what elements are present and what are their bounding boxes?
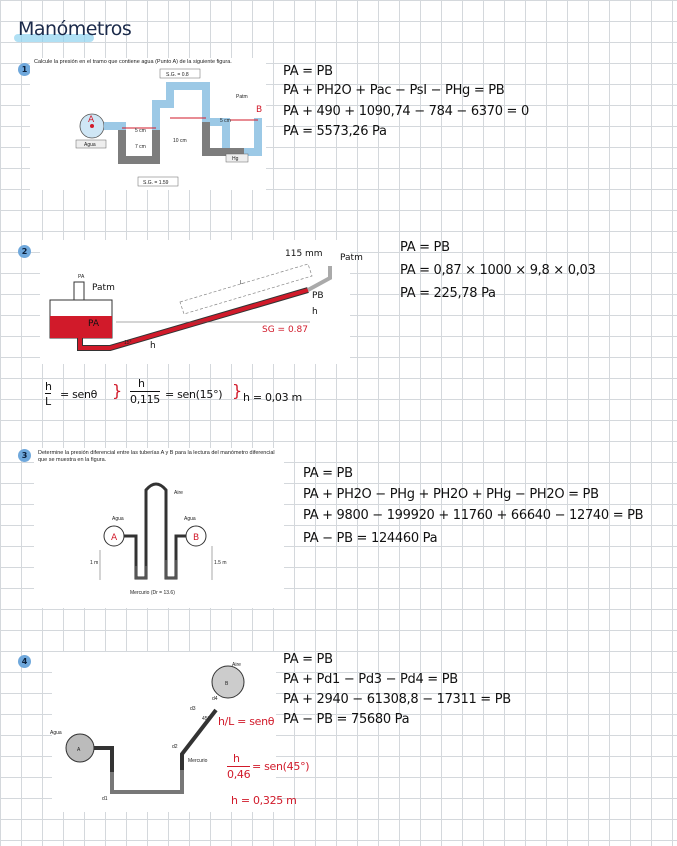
p4-agua: Agua	[50, 730, 62, 736]
p2-frac1-num: h	[45, 380, 52, 393]
p4-angle: 45°	[202, 716, 210, 722]
p1-hg: Hg	[232, 156, 239, 162]
problem-4-figure	[52, 652, 276, 812]
p4-mercurio: Mercurio	[188, 758, 208, 764]
p2-pb: PB	[312, 291, 324, 301]
p2-patm-top: Patm	[340, 253, 363, 263]
p4-hw-eq: h/L = senθ	[218, 715, 275, 728]
p4-line-1: PA = PB	[283, 652, 333, 667]
p2-line-3: PA = 225,78 Pa	[400, 286, 496, 301]
p4-frac-num: h	[233, 752, 240, 765]
problem-1-figure	[30, 58, 266, 190]
p3-line-3: PA + 9800 − 199920 + 11760 + 66640 − 12740 = PB	[303, 508, 644, 523]
p4-d2: d2	[172, 744, 178, 750]
p1-line-2: PA + PH2O + Pac − PsI − PHg = PB	[283, 83, 505, 98]
p4-line-3: PA + 2940 − 61308,8 − 17311 = PB	[283, 692, 511, 707]
p2-frac2-num: h	[138, 377, 145, 390]
p2-h: h	[312, 307, 318, 317]
problem-3-figure	[34, 448, 284, 608]
p1-line-1: PA = PB	[283, 64, 333, 79]
problem-2-badge: 2	[18, 245, 31, 258]
p1-sg-bottom: S.G. = 1.59	[143, 180, 169, 186]
p2-pa-label: PA	[78, 274, 85, 280]
p2-sg: SG = 0.87	[262, 325, 308, 335]
p3-b: B	[193, 533, 200, 543]
problem-1-diagram	[30, 58, 266, 190]
p4-d3: d3	[190, 706, 196, 712]
p3-agua-r: Agua	[184, 516, 196, 522]
p2-line-1: PA = PB	[400, 240, 450, 255]
page-title: Manómetros	[18, 18, 132, 40]
p2-result: h = 0,03 m	[243, 391, 302, 404]
p1-point-a: A	[88, 115, 95, 125]
problem-4-badge: 4	[18, 655, 31, 668]
p2-frac1-den: L	[45, 395, 51, 408]
p2-pa-tank: PA	[88, 319, 100, 329]
p3-mercurio: Mercurio (Dr = 13.6)	[130, 590, 175, 596]
p2-eq2: = sen(15°)	[165, 388, 223, 401]
p2-frac2-den: 0,115	[130, 393, 160, 406]
p1-d10: 10 cm	[173, 138, 187, 144]
p1-d5a: 5 cm	[135, 128, 146, 134]
p4-frac-den: 0,46	[227, 768, 251, 781]
problem-1-badge: 1	[18, 63, 31, 76]
p4-aire: Aire	[232, 662, 241, 668]
p2-patm-left: Patm	[92, 283, 115, 293]
problem-3-badge: 3	[18, 449, 31, 462]
p2-h2: h	[150, 341, 156, 351]
p1-d7: 7 cm	[135, 144, 146, 150]
p1-d5b: 5 cm	[220, 118, 231, 124]
p1-agua: Agua	[84, 142, 96, 148]
p4-a: A	[77, 747, 81, 753]
p1-line-4: PA = 5573,26 Pa	[283, 124, 387, 139]
problem-3-statement: Determine la presión diferencial entre las tuberías A y B para la lectura del manómetro diferencial que se muestra en la figura.	[38, 450, 275, 463]
p2-eq1: = senθ	[60, 388, 98, 401]
p4-d1: d1	[102, 796, 108, 802]
p1-line-3: PA + 490 + 1090,74 − 784 − 6370 = 0	[283, 104, 529, 119]
problem-1-statement: Calcule la presión en el tramo que contiene agua (Punto A) de la siguiente figura.	[34, 59, 232, 65]
problem-4-diagram	[52, 652, 276, 812]
problem-3-diagram	[34, 448, 284, 608]
p3-line-1: PA = PB	[303, 466, 353, 481]
p2-brace1: }	[112, 381, 122, 400]
p4-line-2: PA + Pd1 − Pd3 − Pd4 = PB	[283, 672, 458, 687]
problem-2-figure	[40, 240, 363, 364]
p4-eq: = sen(45°)	[252, 760, 310, 773]
p4-b: B	[225, 681, 229, 687]
p3-line-2: PA + PH2O − PHg + PH2O + PHg − PH2O = PB	[303, 487, 599, 502]
p2-brace2: }	[232, 381, 242, 400]
p3-line-4: PA − PB = 124460 Pa	[303, 531, 438, 546]
p2-angle: 15°	[124, 340, 132, 346]
p3-d15m: 1.5 m	[214, 560, 227, 566]
p2-l-label: L	[240, 280, 243, 286]
problem-2-diagram	[40, 240, 363, 364]
p4-d4: d4	[212, 696, 218, 702]
p1-sg-top: S.G. = 0.8	[166, 72, 189, 78]
p3-agua-l: Agua	[112, 516, 124, 522]
p3-a: A	[111, 533, 118, 543]
p3-d1m: 1 m	[90, 560, 99, 566]
p1-patm: Patm	[236, 94, 248, 100]
p2-length: 115 mm	[285, 249, 323, 259]
p2-line-2: PA = 0,87 × 1000 × 9,8 × 0,03	[400, 263, 596, 278]
p3-aire: Aire	[174, 490, 183, 496]
p4-line-4: PA − PB = 75680 Pa	[283, 712, 410, 727]
p4-result: h = 0,325 m	[231, 794, 297, 807]
p1-point-b: B	[256, 105, 263, 115]
